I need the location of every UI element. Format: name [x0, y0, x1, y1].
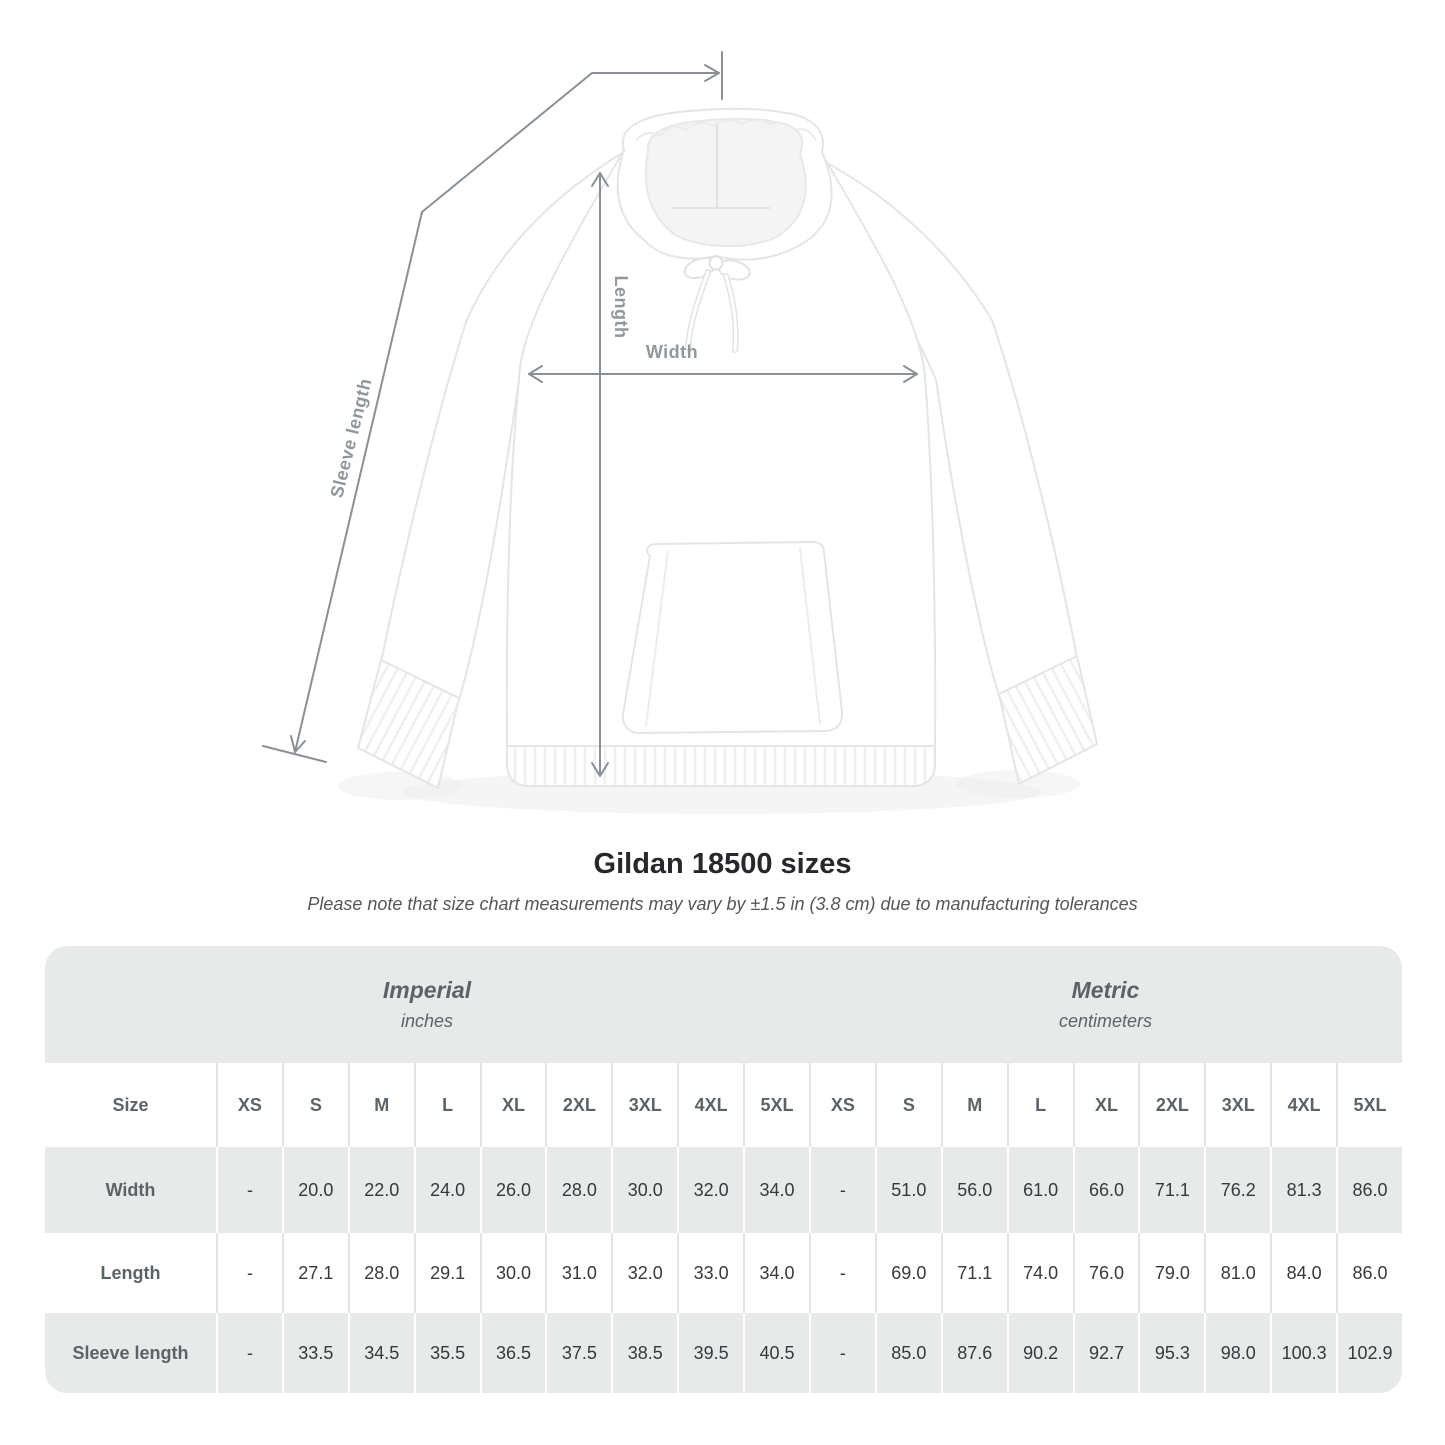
- size-col-header: 5XL: [743, 1063, 809, 1147]
- value-cell: 34.0: [743, 1233, 809, 1313]
- value-cell: 98.0: [1204, 1313, 1270, 1393]
- value-cell: 95.3: [1138, 1313, 1204, 1393]
- value-cell: 33.0: [677, 1233, 743, 1313]
- value-cell: 24.0: [414, 1147, 480, 1233]
- width-dimension-label: Width: [645, 342, 699, 362]
- value-cell: 84.0: [1270, 1233, 1336, 1313]
- value-cell: 81.3: [1270, 1147, 1336, 1233]
- value-cell: 26.0: [480, 1147, 546, 1233]
- value-cell: -: [216, 1233, 282, 1313]
- value-cell: 28.0: [545, 1147, 611, 1233]
- value-cell: 39.5: [677, 1313, 743, 1393]
- value-cell: -: [809, 1233, 875, 1313]
- size-col-header: 4XL: [677, 1063, 743, 1147]
- value-cell: 22.0: [348, 1147, 414, 1233]
- size-col-header: XS: [809, 1063, 875, 1147]
- hood-interior: [646, 119, 806, 246]
- value-cell: 56.0: [941, 1147, 1007, 1233]
- size-col-header: S: [875, 1063, 941, 1147]
- metric-group-name: Metric: [1071, 977, 1140, 1003]
- hood: [618, 109, 832, 260]
- sleeve-length-dimension-label: Sleeve length: [326, 376, 376, 500]
- value-cell: 32.0: [677, 1147, 743, 1233]
- value-cell: 37.5: [545, 1313, 611, 1393]
- tolerance-note: Please note that size chart measurements may vary by ±1.5 in (3.8 cm) due to manufacturing tolerances: [307, 894, 1138, 914]
- size-col-header: 4XL: [1270, 1063, 1336, 1147]
- size-table: [45, 946, 1402, 1393]
- value-cell: -: [809, 1147, 875, 1233]
- size-col-header: XL: [1073, 1063, 1139, 1147]
- size-col-header: 5XL: [1336, 1063, 1402, 1147]
- size-col-header: L: [414, 1063, 480, 1147]
- value-cell: 69.0: [875, 1233, 941, 1313]
- value-cell: 92.7: [1073, 1313, 1139, 1393]
- size-column-header: Size: [45, 1063, 216, 1147]
- size-col-header: 3XL: [1204, 1063, 1270, 1147]
- value-cell: 30.0: [480, 1233, 546, 1313]
- size-col-header: XS: [216, 1063, 282, 1147]
- value-cell: 102.9: [1336, 1313, 1402, 1393]
- size-col-header: 3XL: [611, 1063, 677, 1147]
- value-cell: 61.0: [1007, 1147, 1073, 1233]
- value-cell: 33.5: [282, 1313, 348, 1393]
- value-cell: 51.0: [875, 1147, 941, 1233]
- imperial-group-unit: inches: [400, 1011, 453, 1031]
- value-cell: 40.5: [743, 1313, 809, 1393]
- row-label: Width: [45, 1147, 216, 1233]
- value-cell: 20.0: [282, 1147, 348, 1233]
- value-cell: -: [216, 1313, 282, 1393]
- imperial-group-name: Imperial: [382, 977, 472, 1003]
- value-cell: 79.0: [1138, 1233, 1204, 1313]
- value-cell: 76.2: [1204, 1147, 1270, 1233]
- value-cell: 100.3: [1270, 1313, 1336, 1393]
- value-cell: 71.1: [1138, 1147, 1204, 1233]
- row-label: Length: [45, 1233, 216, 1313]
- size-col-header: M: [941, 1063, 1007, 1147]
- value-cell: 38.5: [611, 1313, 677, 1393]
- value-cell: 32.0: [611, 1233, 677, 1313]
- value-cell: -: [809, 1313, 875, 1393]
- size-col-header: 2XL: [1138, 1063, 1204, 1147]
- row-label: Sleeve length: [45, 1313, 216, 1393]
- value-cell: 71.1: [941, 1233, 1007, 1313]
- value-cell: 90.2: [1007, 1313, 1073, 1393]
- value-cell: 34.5: [348, 1313, 414, 1393]
- size-col-header: M: [348, 1063, 414, 1147]
- value-cell: 86.0: [1336, 1147, 1402, 1233]
- size-col-header: XL: [480, 1063, 546, 1147]
- value-cell: 87.6: [941, 1313, 1007, 1393]
- value-cell: 81.0: [1204, 1233, 1270, 1313]
- value-cell: 66.0: [1073, 1147, 1139, 1233]
- value-cell: 31.0: [545, 1233, 611, 1313]
- metric-unit-group-header: [809, 946, 1402, 1063]
- value-cell: 30.0: [611, 1147, 677, 1233]
- value-cell: -: [216, 1147, 282, 1233]
- value-cell: 34.0: [743, 1147, 809, 1233]
- value-cell: 35.5: [414, 1313, 480, 1393]
- hem-band: [507, 746, 935, 786]
- value-cell: 74.0: [1007, 1233, 1073, 1313]
- imperial-unit-group-header: [45, 946, 809, 1063]
- value-cell: 29.1: [414, 1233, 480, 1313]
- value-cell: 27.1: [282, 1233, 348, 1313]
- value-cell: 86.0: [1336, 1233, 1402, 1313]
- value-cell: 85.0: [875, 1313, 941, 1393]
- size-col-header: 2XL: [545, 1063, 611, 1147]
- metric-group-unit: centimeters: [1058, 1011, 1152, 1031]
- value-cell: 36.5: [480, 1313, 546, 1393]
- size-col-header: S: [282, 1063, 348, 1147]
- page-title: Gildan 18500 sizes: [593, 848, 852, 880]
- value-cell: 76.0: [1073, 1233, 1139, 1313]
- size-col-header: L: [1007, 1063, 1073, 1147]
- length-dimension-label: Length: [611, 275, 631, 339]
- value-cell: 28.0: [348, 1233, 414, 1313]
